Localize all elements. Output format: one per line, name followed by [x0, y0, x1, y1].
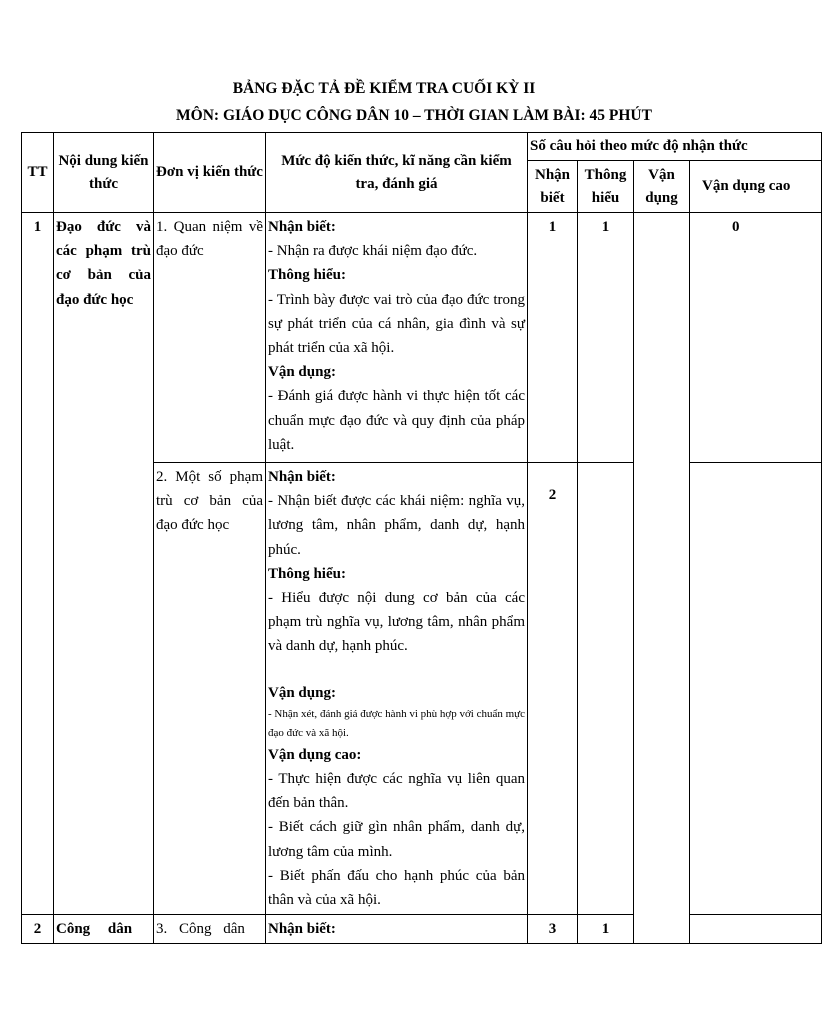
criteria-item: - Nhận ra được khái niệm đạo đức.	[268, 243, 478, 260]
topic-cell: Công dân	[54, 915, 154, 944]
topic-cell: Đạo đức và các phạm trù cơ bản của đạo đức học	[54, 213, 154, 915]
count-nhan-biet: 3	[528, 915, 578, 944]
level-label: Vận dụng cao:	[268, 746, 362, 763]
count-thong-hieu	[578, 463, 634, 915]
count-van-dung-cao	[690, 463, 822, 915]
criteria-item: - Nhận xét, đánh giá được hành vi phù hợp với chuẩn mực đạo đức và xã hội.	[268, 707, 525, 739]
header-so-cau: Số câu hỏi theo mức độ nhận thức	[528, 133, 822, 161]
count-van-dung-cao	[690, 915, 822, 944]
criteria-item: - Hiểu được nội dung cơ bản của các phạm trù nghĩa vụ, lương tâm, nhân phẩm và danh dự, hạnh phúc.	[268, 590, 525, 655]
level-label: Vận dụng:	[268, 364, 336, 381]
count-nhan-biet: 2	[528, 463, 578, 915]
header-muc-do: Mức độ kiến thức, kĩ năng cần kiểm tra, đánh giá	[266, 133, 528, 213]
count-van-dung-cao: 0	[690, 213, 822, 463]
level-label: Thông hiểu:	[268, 267, 346, 284]
unit-cell: 3. Công dân	[154, 915, 266, 944]
level-label: Vận dụng:	[268, 684, 336, 701]
row-number: 1	[22, 213, 54, 915]
criteria-item: - Nhận biết được các khái niệm: nghĩa vụ, lương tâm, nhân phẩm, danh dự, hạnh phúc.	[268, 493, 525, 558]
document-title: BẢNG ĐẶC TẢ ĐỀ KIỂM TRA CUỐI KỲ II	[232, 80, 536, 97]
row-number: 2	[22, 915, 54, 944]
header-don-vi: Đơn vị kiến thức	[154, 133, 266, 213]
criteria-cell: Nhận biết:	[266, 915, 528, 944]
spec-table	[21, 132, 822, 944]
level-label: Nhận biết:	[268, 469, 336, 485]
header-tt: TT	[22, 133, 54, 213]
header-thong-hieu: Thông hiểu	[578, 161, 634, 213]
header-noi-dung: Nội dung kiến thức	[54, 133, 154, 213]
criteria-cell	[266, 213, 528, 463]
count-thong-hieu: 1	[578, 213, 634, 463]
criteria-cell	[266, 463, 528, 915]
count-nhan-biet: 1	[528, 213, 578, 463]
criteria-item: - Biết cách giữ gìn nhân phẩm, danh dự, lương tâm của mình.	[268, 819, 525, 860]
header-nhan-biet: Nhận biết	[528, 161, 578, 213]
level-label: Thông hiểu:	[268, 565, 346, 582]
criteria-item: - Trình bày được vai trò của đạo đức trong sự phát triển của cá nhân, gia đình và sự phát triển của xã hội.	[268, 291, 525, 357]
table-row	[22, 213, 822, 463]
document-subtitle: MÔN: GIÁO DỤC CÔNG DÂN 10 – THỜI GIAN LÀM BÀI: 45 PHÚT	[176, 107, 652, 124]
criteria-item: - Thực hiện được các nghĩa vụ liên quan đến bản thân.	[268, 771, 525, 812]
unit-cell: 2. Một số phạm trù cơ bản của đạo đức học	[154, 463, 266, 915]
count-thong-hieu: 1	[578, 915, 634, 944]
spacer	[268, 659, 525, 681]
count-van-dung	[634, 213, 690, 944]
level-label: Nhận biết:	[268, 219, 336, 235]
table-row	[22, 915, 822, 944]
criteria-item: - Biết phấn đấu cho hạnh phúc của bản thân và của xã hội.	[268, 867, 525, 909]
header-van-dung-cao: Vận dụng cao	[690, 161, 822, 213]
unit-cell: 1. Quan niệm về đạo đức	[154, 213, 266, 463]
spec-table-viewport	[21, 132, 791, 938]
criteria-item: - Đánh giá được hành vi thực hiện tốt các chuẩn mực đạo đức và quy định của pháp luật.	[268, 388, 525, 453]
header-van-dung: Vận dụng	[634, 161, 690, 213]
